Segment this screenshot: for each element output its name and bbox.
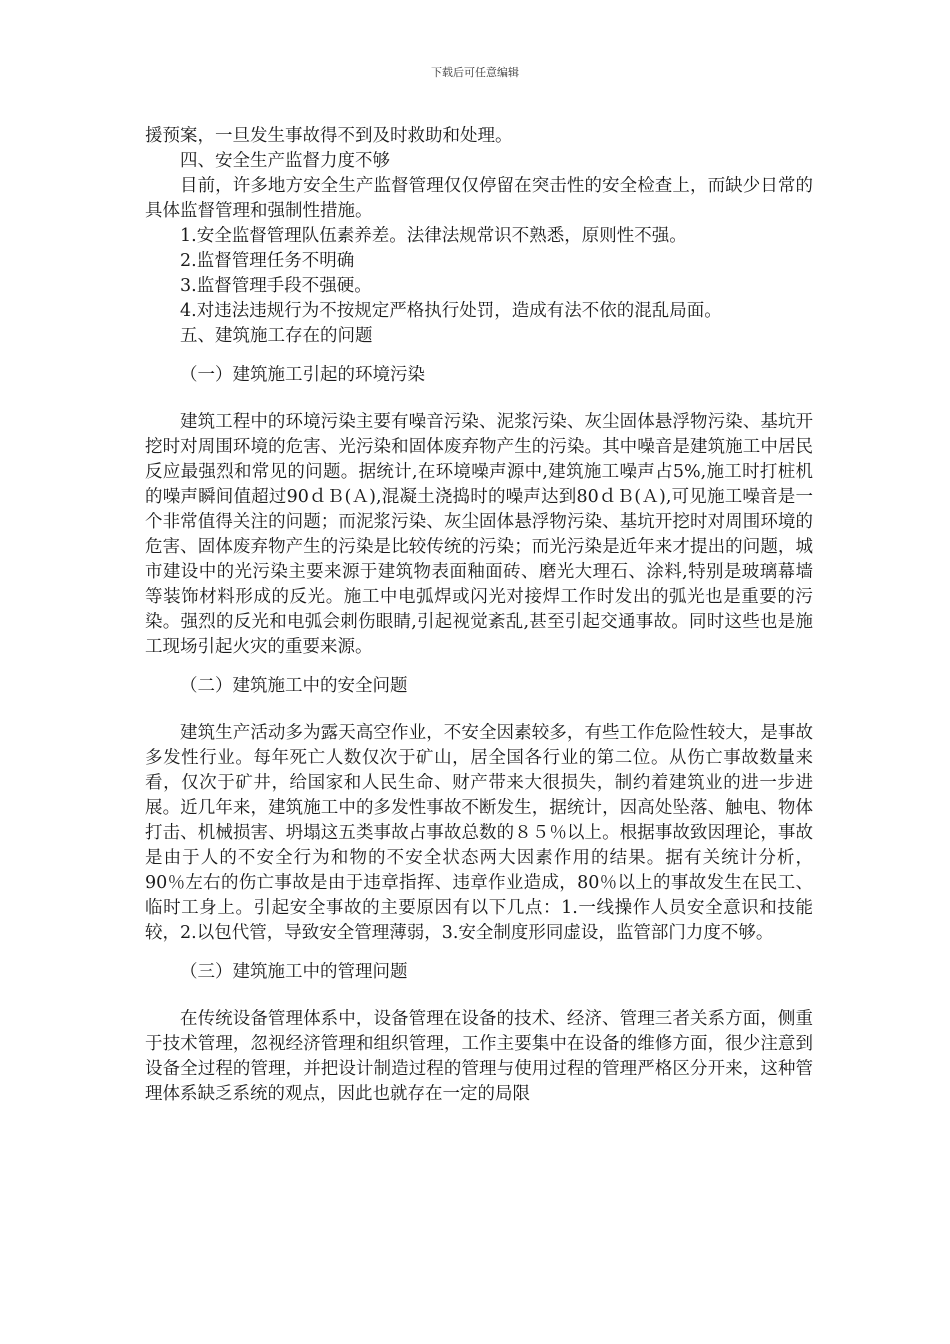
- list-item: 3.监督管理手段不强硬。: [180, 276, 372, 296]
- paragraph-supervision: 目前，许多地方安全生产监督管理仅仅停留在突击性的安全检查上，而缺少日常的具体监督管理和强制性措施。: [145, 176, 813, 221]
- paragraph-environment: 建筑工程中的环境污染主要有噪音污染、泥浆污染、灰尘固体悬浮物污染、基坑开挖时对周围环境的危害、光污染和固体废弃物产生的污染。其中噪音是建筑施工中居民反应最强烈和常见的问题。据统计,在环境噪声源中,建筑施工噪声占5%,施工时打桩机的噪声瞬间值超过90ｄＢ(Ａ),混凝土浇捣时的噪声达到80ｄＢ(Ａ),可见施工噪音是一个非常值得关注的问题；而泥浆污染、灰尘固体悬浮物污染、基坑开挖时对周围环境的危害、固体废弃物产生的污染是比较传统的污染；而光污染是近年来才提出的问题，城市建设中的光污染主要来源于建筑物表面釉面砖、磨光大理石、涂料,特别是玻璃幕墙等装饰材料形成的反光。施工中电弧焊或闪光对接焊工作时发出的弧光也是重要的污染。强烈的反光和电弧会刺伤眼睛,引起视觉紊乱,甚至引起交通事故。同时这些也是施工现场引起火灾的重要来源。: [145, 412, 813, 657]
- subheading-management: （三）建筑施工中的管理问题: [180, 962, 408, 982]
- document-body: [145, 124, 813, 1107]
- paragraph-safety: 建筑生产活动多为露天高空作业，不安全因素较多，有些工作危险性较大，是事故多发性行业。每年死亡人数仅次于矿山，居全国各行业的第二位。从伤亡事故数量来看，仅次于矿井，给国家和人民生命、财产带来大很损失，制约着建筑业的进一步进展。近几年来，建筑施工中的多发性事故不断发生，据统计，因高处坠落、触电、物体打击、机械损害、坍塌这五类事故占事故总数的８５％以上。根据事故致因理论，事故是由于人的不安全行为和物的不安全状态两大因素作用的结果。据有关统计分析，90％左右的伤亡事故是由于违章指挥、违章作业造成，80％以上的事故发生在民工、临时工身上。引起安全事故的主要原因有以下几点：1.一线操作人员安全意识和技能较，2.以包代管，导致安全管理薄弱，3.安全制度形同虚设，监管部门力度不够。: [145, 723, 813, 943]
- list-item: 2.监督管理任务不明确: [180, 251, 355, 271]
- subheading-safety: （二）建筑施工中的安全问题: [180, 676, 408, 696]
- page-header: 下载后可任意编辑: [431, 66, 519, 79]
- heading-section-4: 四、安全生产监督力度不够: [180, 151, 390, 171]
- list-item: 1.安全监督管理队伍素养差。法律法规常识不熟悉，原则性不强。: [180, 226, 687, 246]
- subheading-environment: （一）建筑施工引起的环境污染: [180, 365, 425, 385]
- heading-section-5: 五、建筑施工存在的问题: [180, 326, 373, 346]
- paragraph-management: 在传统设备管理体系中，设备管理在设备的技术、经济、管理三者关系方面，侧重于技术管理，忽视经济管理和组织管理，工作主要集中在设备的维修方面，很少注意到设备全过程的管理，并把设计制造过程的管理与使用过程的管理严格区分开来，这种管理体系缺乏系统的观点，因此也就存在一定的局限: [145, 1009, 813, 1104]
- paragraph-continued: 援预案，一旦发生事故得不到及时救助和处理。: [145, 126, 513, 146]
- list-item: 4.对违法违规行为不按规定严格执行处罚，造成有法不依的混乱局面。: [180, 301, 722, 321]
